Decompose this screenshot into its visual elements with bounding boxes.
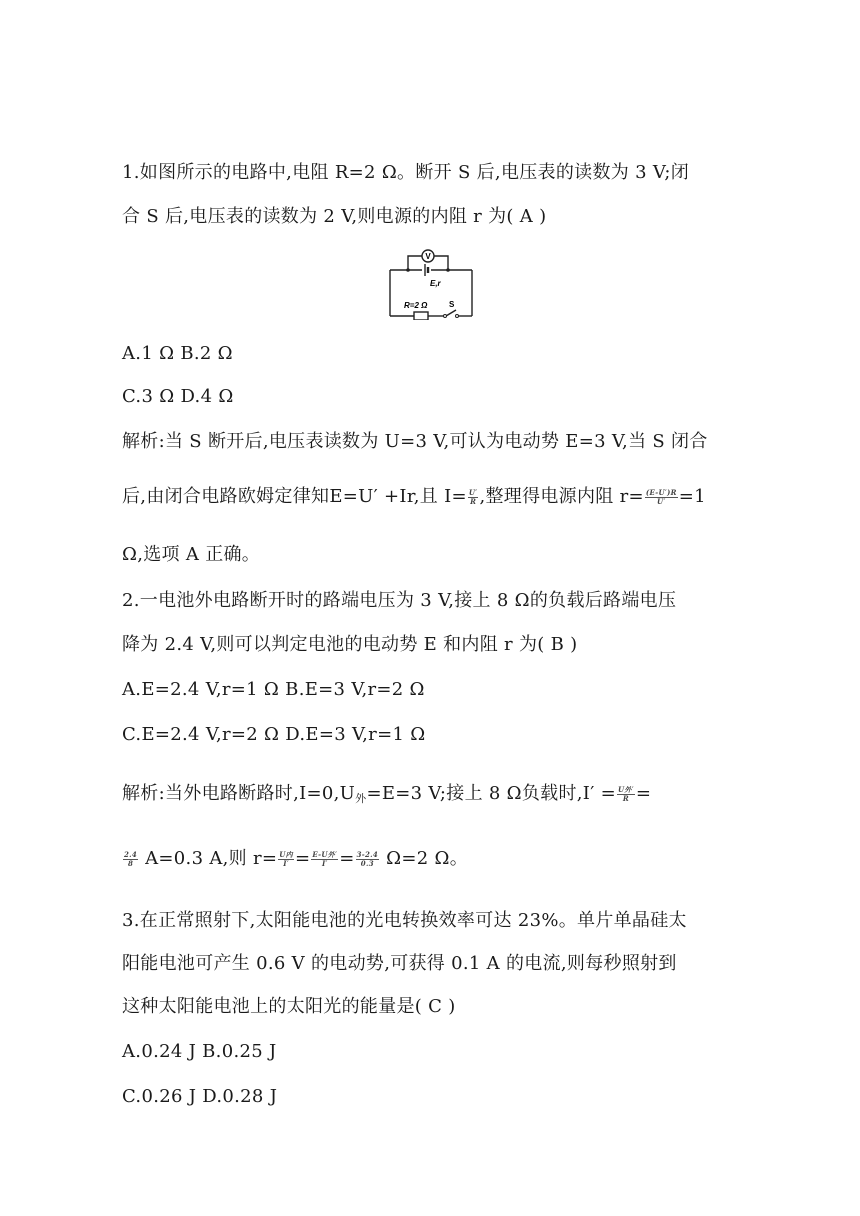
- q1-explanation-line-2: 后,由闭合电路欧姆定律知E=U′ +Ir,且 I= $\frac{U'}{R}$ ,整理得电源内阻 r= $\frac{(E-U')R}{U'}$ =1: [122, 486, 706, 507]
- fraction: $\frac{\text{E-U外′}}{I'}$: [312, 849, 338, 868]
- source-label: E,r: [430, 279, 441, 288]
- q2-stem-line-1: 2.一电池外电路断开时的路端电压为 3 V,接上 8 Ω的负载后路端电压: [122, 590, 677, 611]
- q2-options-cd: C.E=2.4 V,r=2 Ω D.E=3 V,r=1 Ω: [122, 724, 426, 745]
- q2-explanation-line-1: 解析:当外电路断路时$,I=0,U_外=E=3$ V;接上 8 Ω负载时,I′ = $\frac{\text{U外′}}{R}$ =: [122, 783, 652, 805]
- q1-explanation-line-1: 解析:当 S 断开后,电压表读数为 U=3 V,可认为电动势 E=3 V,当 S 闭合: [122, 431, 708, 452]
- switch-label: S: [449, 300, 455, 309]
- q1-stem-line-1: 1.如图所示的电路中,电阻 R=2 Ω。断开 S 后,电压表的读数为 3 V;闭: [122, 162, 689, 183]
- fraction: $\frac{U'}{R}$: [468, 487, 478, 506]
- switch-icon: [446, 310, 456, 316]
- fraction: $\frac{\text{U内}}{I'}$: [279, 849, 293, 868]
- q2-explanation-line-2: $\frac{2.4}{8}$ A=0.3 A,则 r= $\frac{\text{U内}}{I'}$ = $\frac{\text{E-U外′}}{I'}$ = $\frac{3-2.4}{0.3}$ Ω=2 Ω。: [124, 848, 469, 869]
- resistor-icon: [414, 312, 428, 320]
- fraction: $\frac{3-2.4}{0.3}$: [356, 849, 379, 868]
- q3-options-ab: A.0.24 J B.0.25 J: [122, 1041, 277, 1062]
- q1-explanation-line-3: Ω,选项 A 正确。: [122, 544, 261, 565]
- resistor-label: R=2 Ω: [404, 301, 428, 310]
- fraction: $\frac{(E-U')R}{U'}$: [645, 487, 677, 506]
- q1-options-cd: C.3 Ω D.4 Ω: [122, 386, 234, 407]
- q3-options-cd: C.0.26 J D.0.28 J: [122, 1086, 278, 1107]
- voltmeter-label: V: [425, 252, 431, 261]
- q1-stem-line-2: 合 S 后,电压表的读数为 2 V,则电源的内阻 r 为( A ): [122, 206, 547, 227]
- q1-options-ab: A.1 Ω B.2 Ω: [122, 343, 233, 364]
- q2-options-ab: A.E=2.4 V,r=1 Ω B.E=3 V,r=2 Ω: [122, 679, 425, 700]
- q3-stem-line-3: 这种太阳能电池上的太阳光的能量是( C ): [122, 996, 456, 1017]
- q2-stem-line-2: 降为 2.4 V,则可以判定电池的电动势 E 和内阻 r 为( B ): [122, 634, 578, 655]
- q3-stem-line-1: 3.在正常照射下,太阳能电池的光电转换效率可达 23%。单片单晶硅太: [122, 910, 687, 931]
- q3-stem-line-2: 阳能电池可产生 0.6 V 的电动势,可获得 0.1 A 的电流,则每秒照射到: [122, 953, 677, 974]
- circuit-diagram: [388, 248, 474, 320]
- fraction: $\frac{\text{U外′}}{R}$: [618, 784, 634, 803]
- fraction: $\frac{2.4}{8}$: [124, 849, 138, 868]
